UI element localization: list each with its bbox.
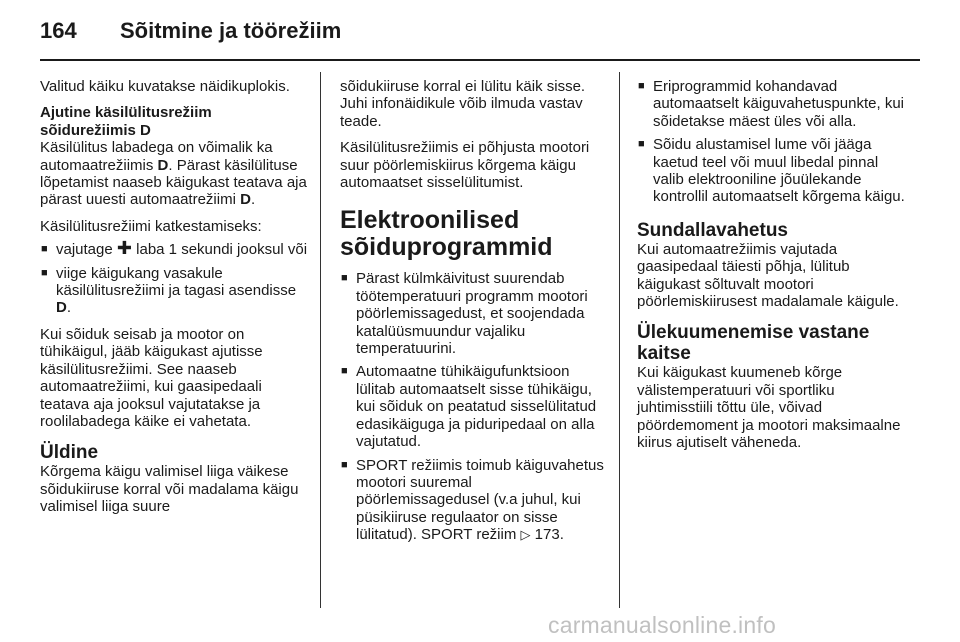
list-item: ■ SPORT režiimis toimub käiguvahetus mootori suuremal pöörlemissagedusel (v.a juhul, kui püsikiiruse regulaator on sisse lülitatud). SPORT režiim ▷ 173. [340, 457, 606, 544]
list-item: ■ vajutage ✚ laba 1 sekundi jooksul või [40, 241, 308, 258]
overheat-heading: Ülekuumenemise vastane kaitse [637, 322, 870, 365]
programs-heading: Elektroonilised sõiduprogrammid [340, 206, 553, 262]
page-number: 164 [40, 18, 77, 43]
page-title: Sõitmine ja töörežiim [120, 18, 342, 43]
overheat-paragraph: Kui käigukast kuumeneb kõrge välistemperatuuri või sportliku juhtimisstiili tõttu üle, võivad pöördemoment ja mootori maksimaalne kiirus ajutiselt väheneda. [637, 364, 901, 452]
cancel-list [40, 238, 308, 317]
column-divider-2 [619, 72, 620, 608]
general-heading: Üldine [40, 442, 99, 464]
cancel-intro: Käsilülitusrežiimi katkestamiseks: [40, 217, 262, 235]
general-paragraph: Kõrgema käigu valimisel liiga väikese sõidukiiruse korral või madalama käigu valimisel liiga suure [40, 463, 299, 516]
list-item: ■ Automaatne tühikäigufunktsioon lülitab automaatselt sisse tühikäigu, kui sõiduk on peatatud sisselülitatud edasikäiguga ja piduripedaal on alla vajutatud. [340, 363, 606, 450]
programs-list [340, 270, 606, 543]
column-1 [40, 78, 308, 525]
manual-rpm-paragraph: Käsilülitusrežiimis ei põhjusta mootori suur pöörlemiskiirus kõrgema käigu automaatset sisselülitumist. [340, 139, 590, 192]
column-2 [340, 78, 606, 553]
special-programs-list [637, 78, 905, 206]
intro-paragraph: Valitud käiku kuvatakse näidikuplokis. [40, 78, 290, 95]
column-divider-1 [320, 72, 321, 608]
plus-icon: ✚ [116, 238, 132, 259]
page-header [0, 0, 960, 60]
header-divider [40, 59, 920, 61]
list-item: ■ Eriprogrammid kohandavad automaatselt käiguvahetuspunkte, kui sõidetakse mäest üles või alla. [637, 78, 905, 130]
watermark: carmanualsonline.info [548, 612, 776, 638]
gear-d-label: D [56, 299, 67, 317]
list-item: ■ Sõidu alustamisel lume või jääga kaetud teel või muul libedal pinnal valib elektrooniline jõuülekande kontrollil automaatselt kõrgema käigu. [637, 136, 905, 206]
column-3 [637, 78, 905, 461]
manual-mode-paragraph: Käsilülitus labadega on võimalik ka automaatrežiimis D. Pärast käsilülituse lõpetamist naaseb käigukast teatava aja pärast uuesti automaatrežiimi D. [40, 139, 307, 209]
continued-paragraph: sõidukiiruse korral ei lülitu käik sisse. Juhi infonäidikule võib ilmuda vastav teade. [340, 78, 586, 130]
stop-paragraph: Kui sõiduk seisab ja mootor on tühikäigul, jääb käigukast ajutisse käsilülitusrežiimi. See naaseb automaatrežiimi, kui gaasipedaali teatava aja jooksul vajutatakse ja roolilabadega käike ei vahetata. [40, 325, 263, 430]
kickdown-paragraph: Kui automaatrežiimis vajutada gaasipedaal täiesti põhja, lülitub käigukast sõltuvalt mootori pöörlemiskiirusest madalamale käigule. [637, 240, 899, 311]
kickdown-heading: Sundallavahetus [637, 219, 788, 241]
list-item: ■ Pärast külmkäivitust suurendab töötemperatuuri programm mootori pöörlemissagedust, et soojendada katalüüsmuundur vajaliku temperatuurini. [340, 270, 606, 357]
manual-mode-subheading: Ajutine käsilülitusrežiim sõidurežiimis D [40, 104, 212, 139]
gear-d-label: D [157, 156, 169, 174]
page-reference-icon: ▷ [520, 527, 531, 543]
gear-d-label: D [240, 191, 251, 209]
list-item: ■ viige käigukang vasakule käsilülitusrežiimi ja tagasi asendisse D. [40, 265, 308, 317]
